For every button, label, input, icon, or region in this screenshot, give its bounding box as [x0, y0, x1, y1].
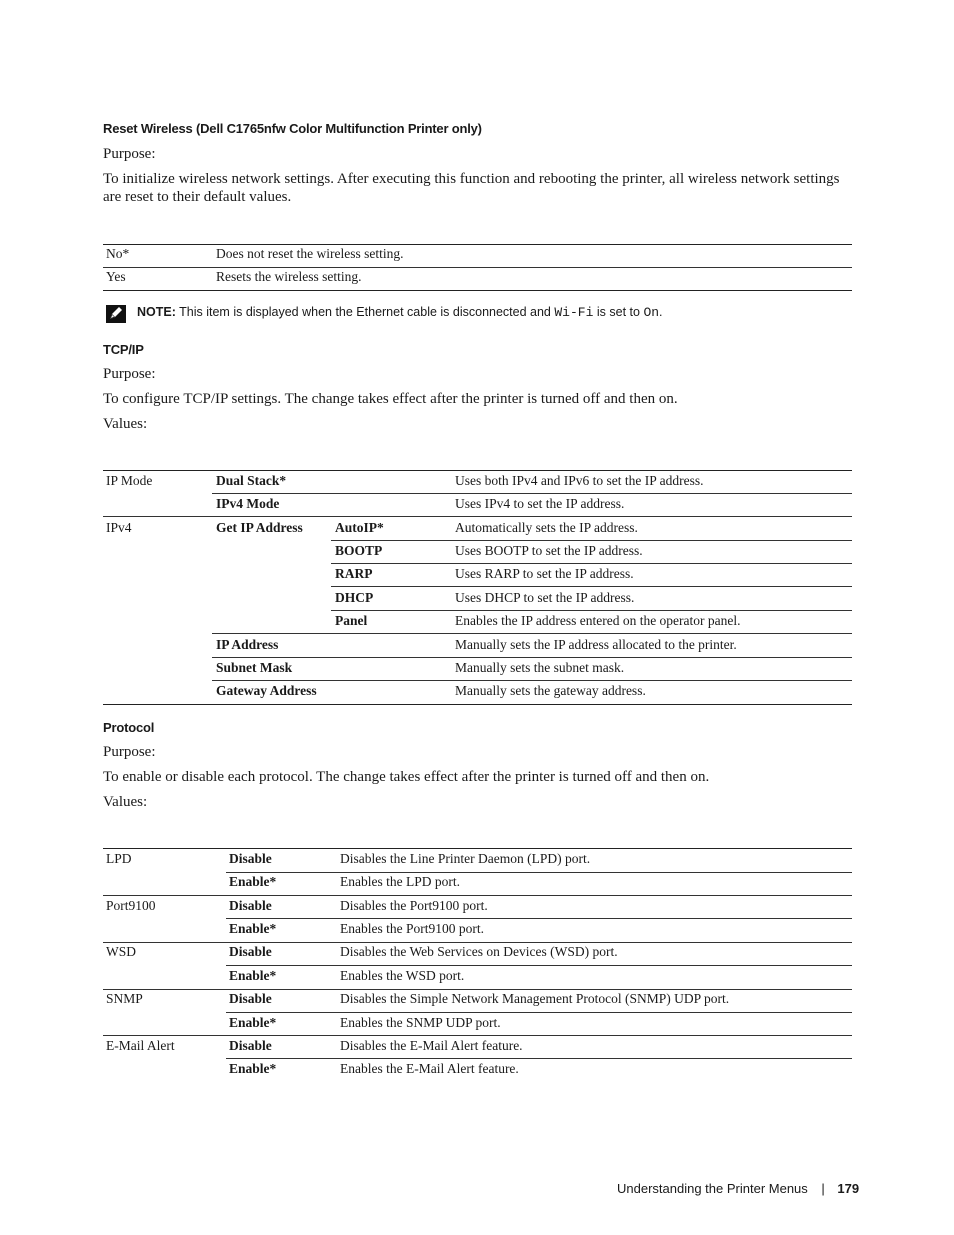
- tcpip-values-label: Values:: [103, 416, 148, 432]
- table-cell: Disable: [229, 991, 272, 1006]
- table-cell: DHCP: [335, 590, 374, 605]
- note-code-on: On: [643, 305, 660, 320]
- table-cell: Dual Stack*: [216, 473, 287, 488]
- table-cell: Enable*: [229, 1061, 277, 1076]
- table-cell: E-Mail Alert: [106, 1038, 175, 1053]
- table-cell: Automatically sets the IP address.: [455, 520, 638, 535]
- protocol-purpose-label: Purpose:: [103, 744, 156, 760]
- note-text-part: This item is displayed when the Ethernet cable is disconnected and: [179, 305, 551, 319]
- reset-wireless-heading: Reset Wireless (Dell C1765nfw Color Multifunction Printer only): [103, 121, 482, 136]
- note-text-part: is set to: [596, 305, 640, 319]
- table-cell: Enable*: [229, 968, 277, 983]
- table-cell: Disables the Line Printer Daemon (LPD) port.: [340, 851, 591, 866]
- pencil-note-icon: [106, 305, 126, 328]
- table-cell: Disables the Web Services on Devices (WSD) port.: [340, 944, 618, 959]
- page-number: 179: [837, 1181, 860, 1196]
- table-cell: Port9100: [106, 898, 156, 913]
- table-cell: Uses BOOTP to set the IP address.: [455, 543, 643, 558]
- footer-section-title: Understanding the Printer Menus: [617, 1181, 808, 1196]
- table-cell: SNMP: [106, 991, 143, 1006]
- table-cell: Gateway Address: [216, 683, 317, 698]
- protocol-values-label: Values:: [103, 794, 148, 810]
- table-cell: Enables the WSD port.: [340, 968, 465, 983]
- reset-wireless-purpose-label: Purpose:: [103, 146, 156, 162]
- table-cell: IPv4 Mode: [216, 496, 280, 511]
- table-cell: Enables the SNMP UDP port.: [340, 1015, 501, 1030]
- table-cell: Get IP Address: [216, 520, 303, 535]
- table-cell: Enable*: [229, 874, 277, 889]
- table-cell: Subnet Mask: [216, 660, 293, 675]
- table-cell: Disables the Simple Network Management Protocol (SNMP) UDP port.: [340, 991, 730, 1006]
- table-cell: Yes: [106, 269, 126, 284]
- table-cell: IP Address: [216, 637, 279, 652]
- table-cell: Disable: [229, 1038, 272, 1053]
- table-cell: Enable*: [229, 1015, 277, 1030]
- table-cell: Manually sets the IP address allocated to the printer.: [455, 637, 737, 652]
- table-cell: Enables the LPD port.: [340, 874, 460, 889]
- table-cell: AutoIP*: [335, 520, 384, 535]
- table-cell: Uses both IPv4 and IPv6 to set the IP address.: [455, 473, 704, 488]
- page-footer: [617, 1181, 859, 1196]
- table-cell: Enable*: [229, 921, 277, 936]
- footer-separator: |: [821, 1181, 825, 1196]
- table-cell: LPD: [106, 851, 132, 866]
- table-cell: Panel: [335, 613, 368, 628]
- protocol-purpose-text: To enable or disable each protocol. The change takes effect after the printer is turned off and then on.: [103, 769, 710, 785]
- table-cell: Does not reset the wireless setting.: [216, 246, 404, 261]
- table-cell: Uses RARP to set the IP address.: [455, 566, 634, 581]
- table-cell: RARP: [335, 566, 373, 581]
- table-cell: Disables the E-Mail Alert feature.: [340, 1038, 523, 1053]
- table-cell: Enables the E-Mail Alert feature.: [340, 1061, 519, 1076]
- table-cell: Disables the Port9100 port.: [340, 898, 488, 913]
- table-cell: Resets the wireless setting.: [216, 269, 362, 284]
- table-cell: Disable: [229, 898, 272, 913]
- table-cell: Uses DHCP to set the IP address.: [455, 590, 635, 605]
- table-cell: Disable: [229, 851, 272, 866]
- table-cell: Disable: [229, 944, 272, 959]
- note-label: NOTE:: [137, 305, 176, 319]
- table-cell: IP Mode: [106, 473, 153, 488]
- table-cell: WSD: [106, 944, 136, 959]
- protocol-heading: Protocol: [103, 720, 155, 735]
- reset-wireless-purpose-text: To initialize wireless network settings. After executing this function and rebooting the printer, all wireless network settings are reset to their default values.: [103, 171, 840, 205]
- tcpip-purpose-text: To configure TCP/IP settings. The change takes effect after the printer is turned off and then on.: [103, 391, 678, 407]
- table-cell: Uses IPv4 to set the IP address.: [455, 496, 625, 511]
- note-text: [137, 305, 663, 320]
- table-cell: BOOTP: [335, 543, 383, 558]
- note-code-wifi: Wi-Fi: [554, 305, 594, 320]
- tcpip-purpose-label: Purpose:: [103, 366, 156, 382]
- table-cell: Enables the IP address entered on the operator panel.: [455, 613, 741, 628]
- table-cell: Manually sets the gateway address.: [455, 683, 646, 698]
- tcpip-heading: TCP/IP: [103, 342, 144, 357]
- table-cell: No*: [106, 246, 130, 261]
- note-text-part: .: [659, 305, 663, 319]
- table-cell: Enables the Port9100 port.: [340, 921, 484, 936]
- table-cell: Manually sets the subnet mask.: [455, 660, 625, 675]
- table-cell: IPv4: [106, 520, 132, 535]
